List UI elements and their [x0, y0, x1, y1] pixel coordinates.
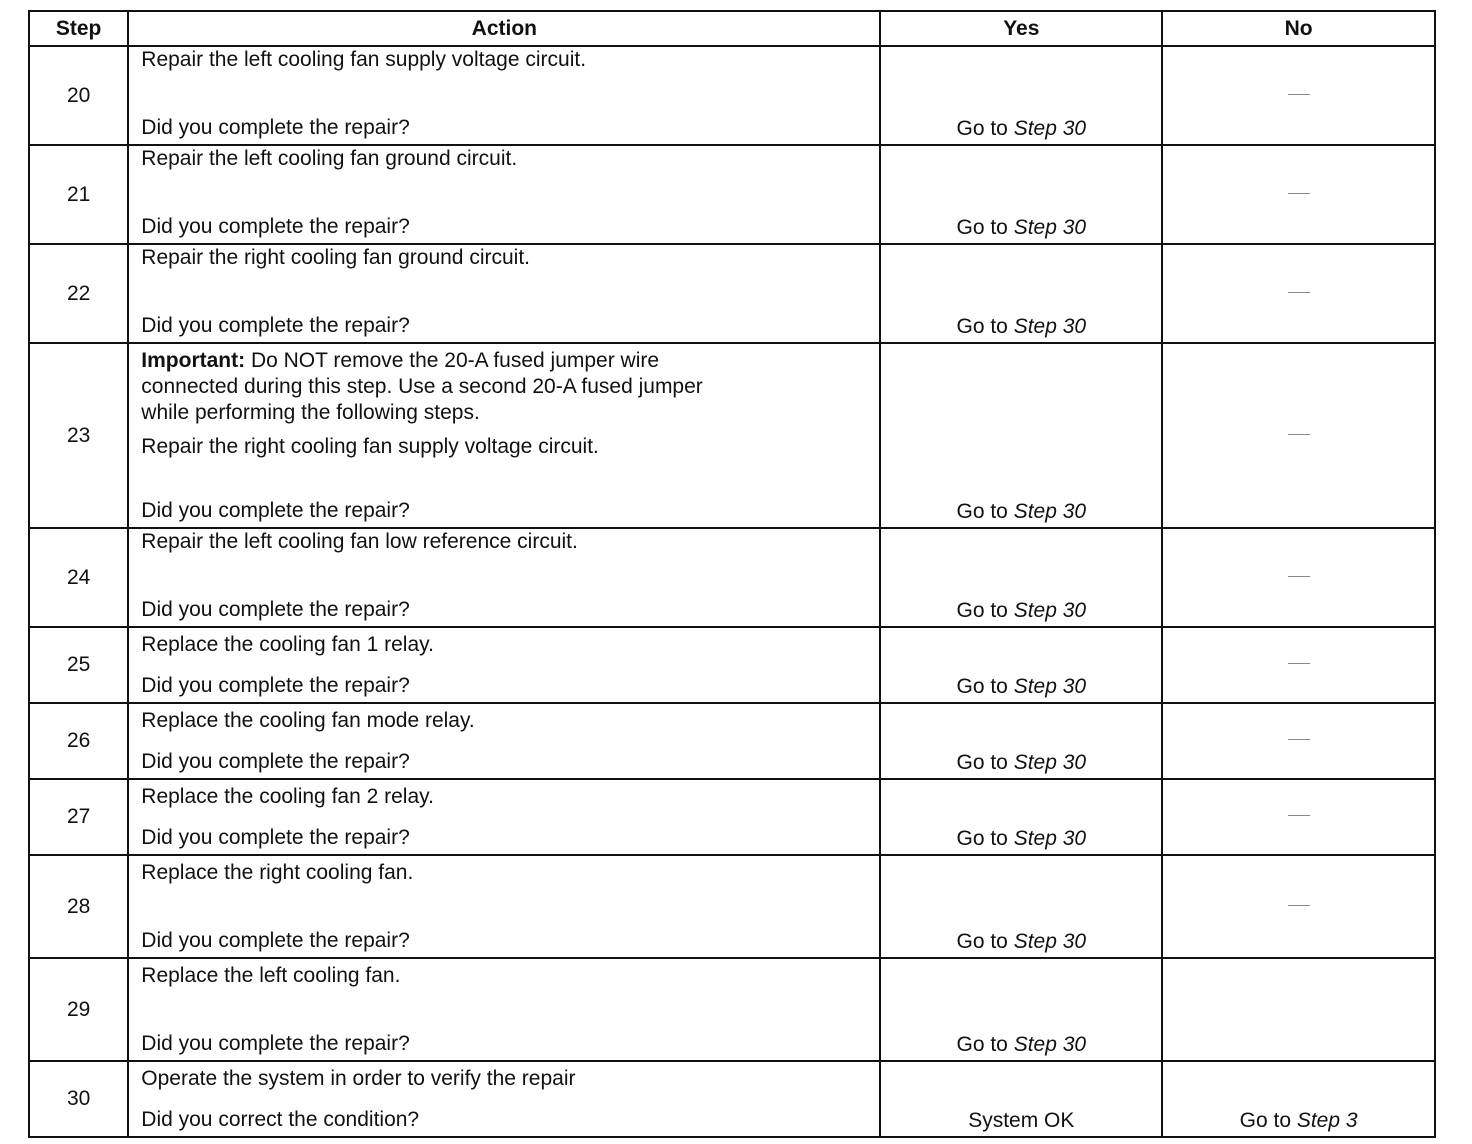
- yes-text: Go to: [956, 599, 1014, 622]
- yes-step-link[interactable]: Step 30: [1013, 930, 1087, 953]
- table-row: [29, 343, 1435, 528]
- header-no: No: [1162, 11, 1435, 46]
- table-row: [29, 958, 1435, 1061]
- question-text: Did you complete the repair?: [141, 674, 410, 697]
- step-number: 21: [29, 145, 128, 244]
- table-row: [29, 779, 1435, 855]
- no-dash: [1288, 576, 1310, 577]
- no-cell: [1162, 46, 1435, 145]
- step-number: 27: [29, 779, 128, 855]
- table-row: [29, 528, 1435, 627]
- header-yes: Yes: [880, 11, 1162, 46]
- action-cell: [128, 244, 880, 343]
- no-dash: [1288, 94, 1310, 95]
- yes-text: Go to: [956, 827, 1014, 850]
- no-cell: [1162, 145, 1435, 244]
- yes-text: Go to: [956, 1033, 1014, 1056]
- action-text: Repair the left cooling fan low reference circuit.: [141, 530, 578, 553]
- yes-cell: [880, 528, 1162, 627]
- no-dash: [1288, 815, 1310, 816]
- no-step-link[interactable]: Step 3: [1296, 1109, 1358, 1132]
- action-text: Repair the right cooling fan ground circuit.: [141, 246, 530, 269]
- action-text: Repair the right cooling fan supply voltage circuit.: [141, 435, 599, 458]
- yes-cell: [880, 343, 1162, 528]
- action-cell: [128, 145, 880, 244]
- yes-cell: [880, 703, 1162, 779]
- table-row: [29, 627, 1435, 703]
- no-cell: [1162, 703, 1435, 779]
- action-text: Repair the left cooling fan ground circuit.: [141, 147, 518, 170]
- table-row: [29, 145, 1435, 244]
- no-dash: [1288, 193, 1310, 194]
- no-cell: [1162, 958, 1435, 1061]
- action-cell: [128, 779, 880, 855]
- yes-step-link[interactable]: Step 30: [1013, 216, 1087, 239]
- step-number: 22: [29, 244, 128, 343]
- no-cell: [1162, 627, 1435, 703]
- important-text-line: connected during this step. Use a second 20-A fused jumper: [141, 375, 703, 398]
- table-row: [29, 1061, 1435, 1137]
- table-row: [29, 855, 1435, 958]
- important-note: [141, 348, 871, 374]
- step-number: 23: [29, 343, 128, 528]
- question-text: Did you complete the repair?: [141, 929, 410, 952]
- no-dash: [1288, 739, 1310, 740]
- action-cell: [128, 703, 880, 779]
- yes-cell: [880, 46, 1162, 145]
- action-cell: [128, 855, 880, 958]
- step-number: 20: [29, 46, 128, 145]
- step-number: 25: [29, 627, 128, 703]
- yes-step-link[interactable]: Step 30: [1013, 827, 1087, 850]
- header-row: [29, 11, 1435, 46]
- yes-step-link[interactable]: Step 30: [1013, 599, 1087, 622]
- no-dash: [1288, 434, 1310, 435]
- yes-text: Go to: [956, 315, 1014, 338]
- yes-text: Go to: [956, 930, 1014, 953]
- table-row: [29, 703, 1435, 779]
- yes-cell: [880, 1061, 1162, 1137]
- yes-step-link[interactable]: Step 30: [1013, 117, 1087, 140]
- question-text: Did you complete the repair?: [141, 1032, 410, 1055]
- yes-step-link[interactable]: Step 30: [1013, 1033, 1087, 1056]
- step-number: 24: [29, 528, 128, 627]
- yes-text: Go to: [956, 675, 1014, 698]
- question-text: Did you complete the repair?: [141, 826, 410, 849]
- question-text: Did you complete the repair?: [141, 116, 410, 139]
- no-dash: [1288, 663, 1310, 664]
- step-number: 29: [29, 958, 128, 1061]
- no-cell: [1162, 244, 1435, 343]
- table-row: [29, 244, 1435, 343]
- yes-cell: [880, 145, 1162, 244]
- action-text: Replace the right cooling fan.: [141, 861, 414, 884]
- yes-text: Go to: [956, 117, 1014, 140]
- no-cell: [1162, 343, 1435, 528]
- question-text: Did you complete the repair?: [141, 750, 410, 773]
- yes-cell: [880, 855, 1162, 958]
- action-cell: [128, 627, 880, 703]
- step-number: 26: [29, 703, 128, 779]
- important-text: Do NOT remove the 20-A fused jumper wire: [245, 349, 660, 372]
- no-cell: [1162, 855, 1435, 958]
- question-text: Did you complete the repair?: [141, 314, 410, 337]
- action-cell: [128, 1061, 880, 1137]
- yes-step-link[interactable]: Step 30: [1013, 751, 1087, 774]
- action-text: Replace the cooling fan 2 relay.: [141, 785, 434, 808]
- question-text: Did you complete the repair?: [141, 598, 410, 621]
- action-cell: [128, 958, 880, 1061]
- action-text: Replace the cooling fan 1 relay.: [141, 633, 434, 656]
- question-text: Did you complete the repair?: [141, 215, 410, 238]
- yes-cell: [880, 627, 1162, 703]
- question-text: Did you complete the repair?: [141, 499, 410, 522]
- important-label: Important:: [141, 349, 246, 372]
- step-number: 30: [29, 1061, 128, 1137]
- yes-cell: [880, 958, 1162, 1061]
- no-cell: [1162, 528, 1435, 627]
- yes-step-link[interactable]: Step 30: [1013, 500, 1087, 523]
- yes-step-link[interactable]: Step 30: [1013, 315, 1087, 338]
- yes-step-link[interactable]: Step 30: [1013, 675, 1087, 698]
- no-dash: [1288, 292, 1310, 293]
- table-row: [29, 46, 1435, 145]
- action-cell: [128, 528, 880, 627]
- yes-text: Go to: [956, 216, 1014, 239]
- yes-text: System OK: [968, 1109, 1075, 1132]
- yes-cell: [880, 779, 1162, 855]
- action-cell: [128, 46, 880, 145]
- important-text-line: while performing the following steps.: [141, 401, 480, 424]
- diagnostic-table: [28, 10, 1436, 1138]
- no-cell: [1162, 779, 1435, 855]
- action-text: Operate the system in order to verify the repair: [141, 1067, 576, 1090]
- no-cell: [1162, 1061, 1435, 1137]
- no-text: Go to: [1239, 1109, 1297, 1132]
- action-text: Replace the left cooling fan.: [141, 964, 401, 987]
- yes-text: Go to: [956, 500, 1014, 523]
- header-action: Action: [128, 11, 880, 46]
- step-number: 28: [29, 855, 128, 958]
- yes-cell: [880, 244, 1162, 343]
- header-step: Step: [29, 11, 128, 46]
- action-text: Replace the cooling fan mode relay.: [141, 709, 475, 732]
- action-text: Repair the left cooling fan supply voltage circuit.: [141, 48, 587, 71]
- no-dash: [1288, 905, 1310, 906]
- yes-text: Go to: [956, 751, 1014, 774]
- question-text: Did you correct the condition?: [141, 1108, 420, 1131]
- action-cell: [128, 343, 880, 528]
